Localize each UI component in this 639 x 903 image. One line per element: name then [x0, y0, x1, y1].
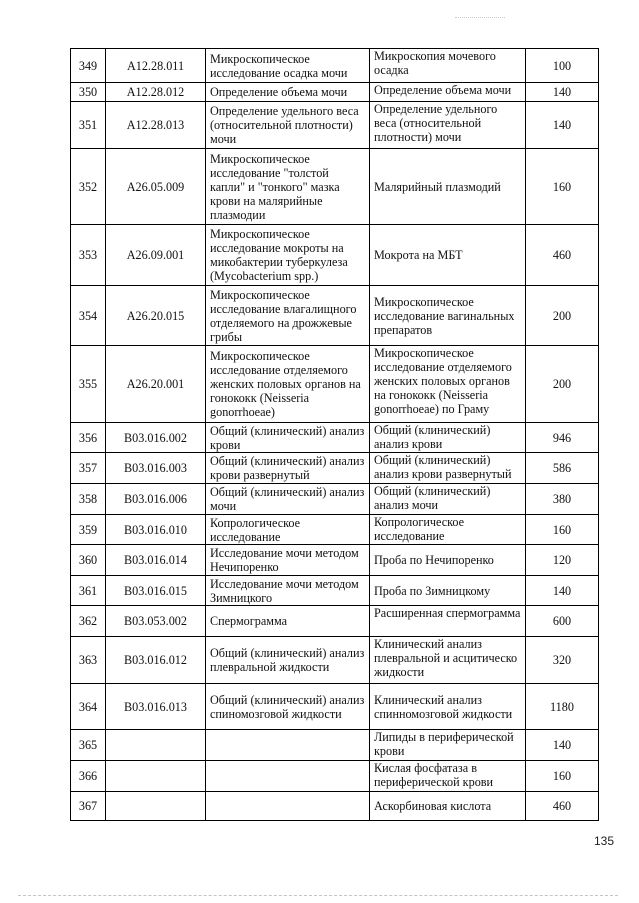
- service-code: A12.28.013: [106, 102, 206, 149]
- service-name: Микроскопическое исследование мокроты на микобактерии туберкулеза (Mycobacterium spp.): [206, 225, 370, 286]
- service-code: B03.053.002: [106, 606, 206, 637]
- row-number: 364: [71, 684, 106, 730]
- service-price: 140: [526, 83, 599, 102]
- service-code: B03.016.014: [106, 545, 206, 576]
- service-description: Мокрота на МБТ: [370, 225, 526, 286]
- service-name: Микроскопическое исследование "толстой капли" и "тонкого" мазка крови на малярийные плазмодии: [206, 149, 370, 225]
- service-code: A26.09.001: [106, 225, 206, 286]
- service-name: Определение удельного веса (относительной плотности) мочи: [206, 102, 370, 149]
- table-row: [71, 637, 599, 684]
- table-row: [71, 576, 599, 606]
- row-number: 359: [71, 515, 106, 545]
- row-number: 361: [71, 576, 106, 606]
- row-number: 356: [71, 423, 106, 453]
- table-row: [71, 761, 599, 792]
- service-code: B03.016.012: [106, 637, 206, 684]
- service-code: B03.016.003: [106, 453, 206, 484]
- service-name: Микроскопическое исследование влагалищного отделяемого на дрожжевые грибы: [206, 286, 370, 346]
- table-row: [71, 484, 599, 515]
- table-row: [71, 225, 599, 286]
- service-price: 200: [526, 346, 599, 423]
- service-code: A26.20.001: [106, 346, 206, 423]
- row-number: 367: [71, 792, 106, 821]
- service-code: A12.28.011: [106, 49, 206, 83]
- service-description: Расширенная спермограмма: [370, 606, 526, 637]
- service-name: Копрологическое исследование: [206, 515, 370, 545]
- row-number: 366: [71, 761, 106, 792]
- table-row: [71, 346, 599, 423]
- row-number: 352: [71, 149, 106, 225]
- service-price: 160: [526, 149, 599, 225]
- service-description: Малярийный плазмодий: [370, 149, 526, 225]
- service-price: 140: [526, 576, 599, 606]
- service-code: A26.20.015: [106, 286, 206, 346]
- row-number: 363: [71, 637, 106, 684]
- row-number: 365: [71, 730, 106, 761]
- service-price: 380: [526, 484, 599, 515]
- table-row: [71, 545, 599, 576]
- service-name: Исследование мочи методом Нечипоренко: [206, 545, 370, 576]
- service-name: Общий (клинический) анализ спиномозговой жидкости: [206, 684, 370, 730]
- service-description: Копрологическое исследование: [370, 515, 526, 545]
- service-code: A12.28.012: [106, 83, 206, 102]
- service-price: 160: [526, 515, 599, 545]
- service-code: [106, 761, 206, 792]
- service-code: B03.016.013: [106, 684, 206, 730]
- service-price: 100: [526, 49, 599, 83]
- service-description: Аскорбиновая кислота: [370, 792, 526, 821]
- service-price: 1180: [526, 684, 599, 730]
- bottom-scan-line: [18, 895, 618, 896]
- service-code: A26.05.009: [106, 149, 206, 225]
- service-description: Общий (клинический) анализ крови: [370, 423, 526, 453]
- service-price: 140: [526, 102, 599, 149]
- service-price: 200: [526, 286, 599, 346]
- table-row: [71, 792, 599, 821]
- services-price-table: [70, 48, 599, 821]
- service-price: 586: [526, 453, 599, 484]
- service-name: Общий (клинический) анализ плевральной жидкости: [206, 637, 370, 684]
- table-row: [71, 102, 599, 149]
- service-price: 460: [526, 225, 599, 286]
- service-code: B03.016.002: [106, 423, 206, 453]
- row-number: 358: [71, 484, 106, 515]
- service-name: Спермограмма: [206, 606, 370, 637]
- service-description: Клинический анализ спинномозговой жидкости: [370, 684, 526, 730]
- service-name: Общий (клинический) анализ крови развернутый: [206, 453, 370, 484]
- service-name: Общий (клинический) анализ крови: [206, 423, 370, 453]
- service-name: [206, 730, 370, 761]
- table-row: [71, 684, 599, 730]
- service-description: Микроскопическое исследование отделяемого женских половых органов на гонококк (Neisseria gonorrhoeae) по Граму: [370, 346, 526, 423]
- service-price: 946: [526, 423, 599, 453]
- service-code: [106, 792, 206, 821]
- service-code: [106, 730, 206, 761]
- service-price: 320: [526, 637, 599, 684]
- service-price: 120: [526, 545, 599, 576]
- service-description: Проба по Нечипоренко: [370, 545, 526, 576]
- table-row: [71, 83, 599, 102]
- service-name: Определение объема мочи: [206, 83, 370, 102]
- service-code: B03.016.006: [106, 484, 206, 515]
- service-name: [206, 792, 370, 821]
- service-description: Определение объема мочи: [370, 83, 526, 102]
- service-description: Проба по Зимницкому: [370, 576, 526, 606]
- service-description: Микроскопия мочевого осадка: [370, 49, 526, 83]
- row-number: 349: [71, 49, 106, 83]
- service-description: Кислая фосфатаза в периферической крови: [370, 761, 526, 792]
- table-row: [71, 730, 599, 761]
- table-row: [71, 286, 599, 346]
- service-name: Микроскопическое исследование осадка мочи: [206, 49, 370, 83]
- service-description: Клинический анализ плевральной и асцитическо жидкости: [370, 637, 526, 684]
- service-name: [206, 761, 370, 792]
- table-row: [71, 453, 599, 484]
- service-price: 600: [526, 606, 599, 637]
- table-row: [71, 515, 599, 545]
- service-price: 160: [526, 761, 599, 792]
- service-name: Исследование мочи методом Зимницкого: [206, 576, 370, 606]
- table-row: [71, 149, 599, 225]
- row-number: 355: [71, 346, 106, 423]
- row-number: 350: [71, 83, 106, 102]
- table-row: [71, 606, 599, 637]
- service-description: Микроскопическое исследование вагинальных препаратов: [370, 286, 526, 346]
- service-name: Общий (клинический) анализ мочи: [206, 484, 370, 515]
- service-name: Микроскопическое исследование отделяемого женских половых органов на гонококк (Neisseria gonorrhoeae): [206, 346, 370, 423]
- service-description: Определение удельного веса (относительной плотности) мочи: [370, 102, 526, 149]
- service-price: 460: [526, 792, 599, 821]
- service-description: Общий (клинический) анализ крови развернутый: [370, 453, 526, 484]
- row-number: 357: [71, 453, 106, 484]
- service-description: Общий (клинический) анализ мочи: [370, 484, 526, 515]
- service-price: 140: [526, 730, 599, 761]
- table-row: [71, 423, 599, 453]
- page-number: 135: [594, 834, 615, 848]
- row-number: 362: [71, 606, 106, 637]
- service-description: Липиды в периферической крови: [370, 730, 526, 761]
- row-number: 360: [71, 545, 106, 576]
- service-code: B03.016.010: [106, 515, 206, 545]
- row-number: 354: [71, 286, 106, 346]
- row-number: 351: [71, 102, 106, 149]
- table-row: [71, 49, 599, 83]
- row-number: 353: [71, 225, 106, 286]
- top-divider-mark: [455, 17, 505, 18]
- service-code: B03.016.015: [106, 576, 206, 606]
